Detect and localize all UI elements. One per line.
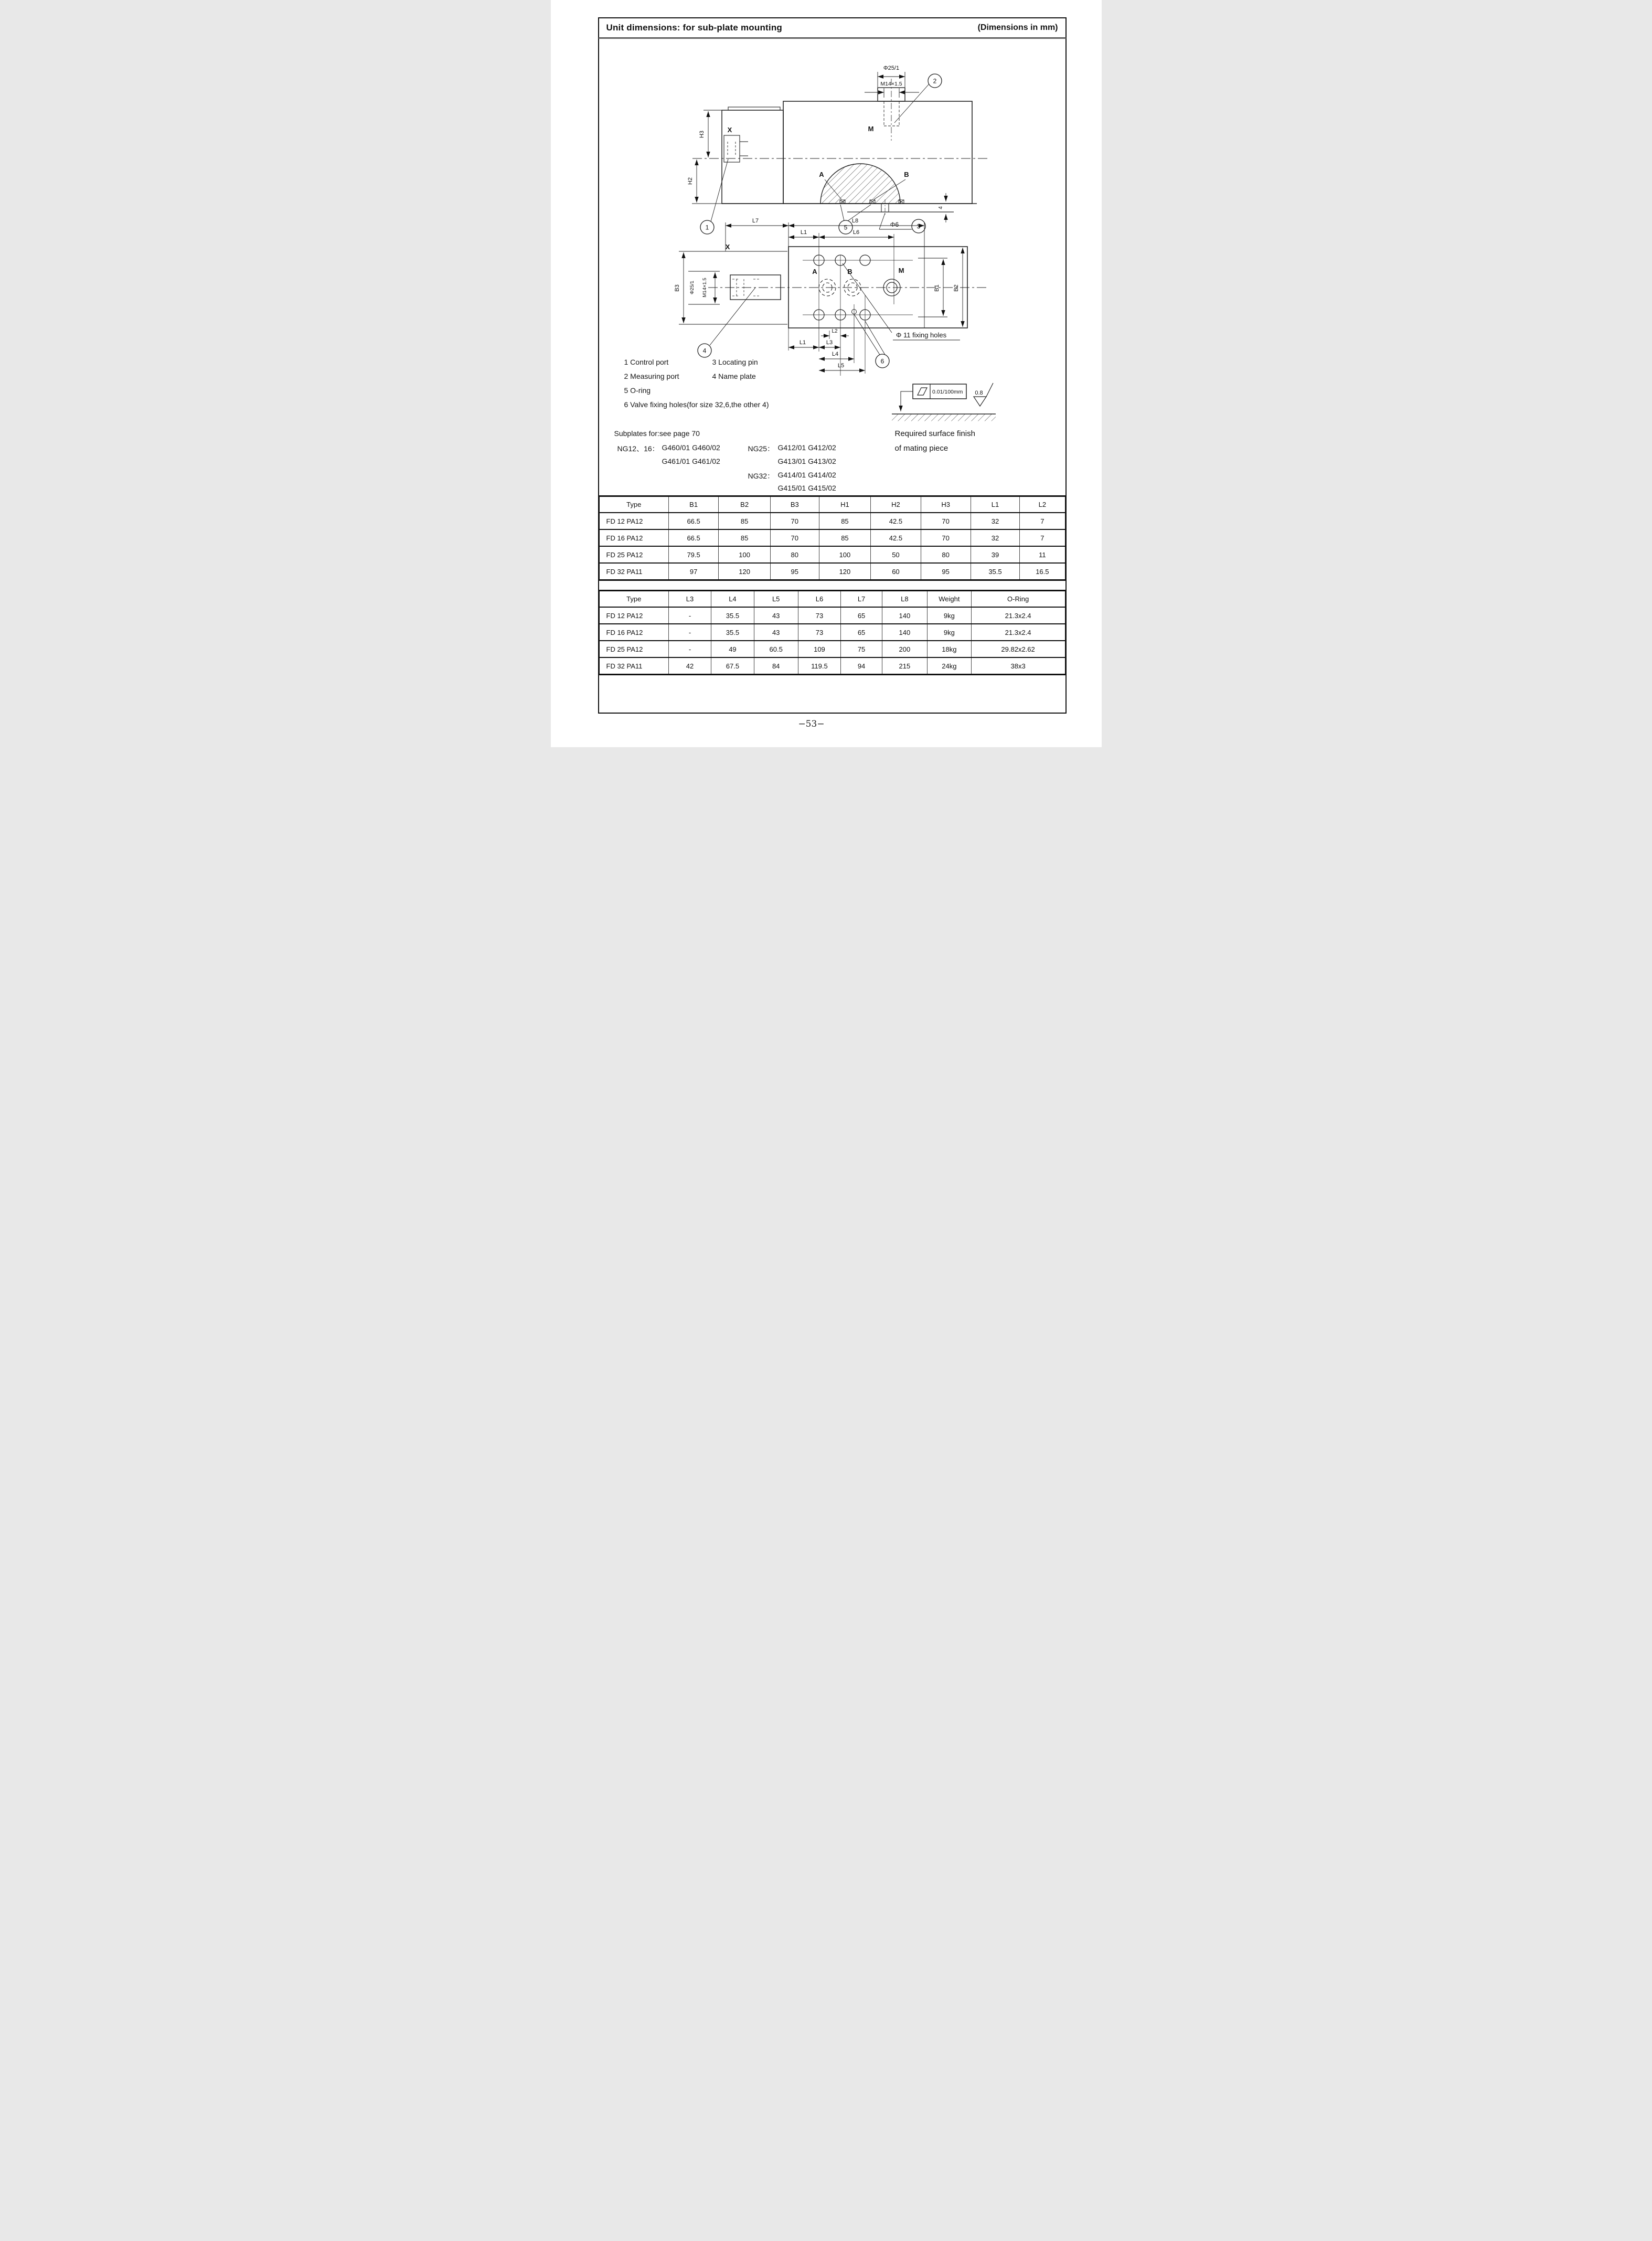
callout-2-leader [894,84,929,123]
table-cell: 140 [882,607,927,624]
dim-l3-label: L3 [826,339,833,346]
callout-3-number: 3 [916,222,920,230]
port-x-label-side: X [727,126,732,134]
side-view-drawing [687,65,987,234]
table-cell: - [669,641,711,657]
mounting-plate [788,247,967,328]
table-header-cell: Weight [928,591,972,608]
table-header-cell: L3 [669,591,711,608]
dim-phi6-label: Φ6 [890,221,899,228]
table-cell: 109 [798,641,841,657]
table-header-cell: L8 [882,591,927,608]
table-cell: 60 [871,563,921,580]
table-cell: 7 [1020,529,1065,546]
table-cell: 66.5 [669,529,719,546]
table-cell: 42.5 [871,513,921,529]
table-cell: 32 [971,513,1019,529]
subplates-ng12-label: NG12、16： [617,444,659,453]
table-cell: 42 [669,657,711,675]
table-row [599,513,1065,529]
table-cell: 67.5 [711,657,754,675]
table-cell: 100 [719,546,771,563]
table-header-row [599,591,1065,608]
subplates-ng25-line2: G413/01 G413/02 [777,457,836,465]
dim-phi25-plan-label: Φ25/1 [689,280,695,295]
table-cell: 16.5 [1020,563,1065,580]
port-m-label-side: M [868,125,873,133]
dim-l1-upper-label: L1 [800,229,807,236]
dim-b1-label: B1 [933,284,940,292]
fixing-note-leader [843,263,892,333]
table-header-cell: B1 [669,496,719,513]
dim-m14-plan-label: M14×1.5 [701,278,708,298]
dim-phi25-label: Φ25/1 [883,65,899,71]
port-a-label-side: A [818,171,824,178]
table-cell: 35.5 [971,563,1019,580]
subplates-ng32-line2: G415/01 G415/02 [777,484,836,492]
table-cell: 9kg [928,624,972,641]
legend-item: 5 O-ring [624,386,651,395]
table-cell: 35.5 [711,607,754,624]
sectioned-arch [820,164,900,204]
dim-l7-label: L7 [752,218,759,224]
table-header-cell: H1 [819,496,871,513]
dim-b3-label: B3 [674,284,680,292]
dim-m14-side [865,88,919,98]
table-cell: 21.3x2.4 [971,624,1065,641]
table-cell: 215 [882,657,927,675]
table-cell-type: FD 32 PA11 [599,657,669,675]
table-cell: 120 [819,563,871,580]
table-cell-type: FD 25 PA12 [599,546,669,563]
table-cell: 29.82x2.62 [971,641,1065,657]
table-cell: 38x3 [971,657,1065,675]
dim-l5-label: L5 [837,363,844,369]
table-row [599,657,1065,675]
x-port-boss [724,135,748,162]
table-cell: 85 [719,513,771,529]
surface-finish-symbol [892,383,996,421]
port-b-label-plan: B [847,268,852,275]
table-cell: 85 [719,529,771,546]
table-cell: 65 [841,607,882,624]
table-header-cell: Type [599,591,669,608]
table-cell: - [669,624,711,641]
table-cell: 43 [754,607,798,624]
table-cell: 84 [754,657,798,675]
table-cell: 70 [771,529,819,546]
table-header-cell: L5 [754,591,798,608]
roughness-value: 0.8 [974,390,983,396]
subplates-ng12-line1: G460/01 G460/02 [662,443,720,452]
table-cell-type: FD 12 PA12 [599,607,669,624]
table-row [599,546,1065,563]
table-header-cell: L2 [1020,496,1065,513]
dim-h2 [692,160,724,204]
dim-l4-label: L4 [832,351,838,357]
table-cell-type: FD 16 PA12 [599,529,669,546]
dimensions-unit-note: (Dimensions in mm) [977,23,1058,32]
table-header-cell: B2 [719,496,771,513]
table-header-cell: L6 [798,591,841,608]
table-header-row [599,496,1065,513]
subplates-ng25-label: NG25： [748,444,775,453]
table-cell: 85 [819,529,871,546]
valve-left-body [722,110,783,204]
table-cell: 79.5 [669,546,719,563]
table-cell-type: FD 16 PA12 [599,624,669,641]
callout-4-number: 4 [702,347,706,355]
table-cell: 140 [882,624,927,641]
port-m-label-plan: M [898,267,904,274]
dimension-table-2 [598,590,1067,675]
table-cell: 75 [841,641,882,657]
table-cell-type: FD 25 PA12 [599,641,669,657]
plan-view-drawing [674,218,987,376]
callout-4-leader [710,288,755,345]
table-row [599,607,1065,624]
callout-6-number: 6 [880,357,884,365]
table-cell: 70 [921,513,971,529]
table-cell: 95 [921,563,971,580]
subplates-ng25-line1: G412/01 G412/02 [777,443,836,452]
table-row [599,641,1065,657]
table-cell: 65 [841,624,882,641]
legend-item: 4 Name plate [712,372,756,380]
legend-item: 3 Locating pin [712,358,758,366]
table-header-cell: L7 [841,591,882,608]
callout-1-number: 1 [705,224,709,231]
top-tab [728,107,780,110]
dim-thickness-label: 4 [937,206,944,209]
port-x-label-plan: X [725,243,730,251]
dim-b2-label: B2 [953,284,960,292]
table-cell: 21.3x2.4 [971,607,1065,624]
dimension-table-2-wrap [598,590,1067,675]
table-header-cell: L4 [711,591,754,608]
dim-l6-label: L6 [852,229,859,236]
table-cell-type: FD 32 PA11 [599,563,669,580]
port-a-label-plan: A [812,268,817,275]
table-cell: 100 [819,546,871,563]
table-cell: 9kg [928,607,972,624]
table-cell: 66.5 [669,513,719,529]
datasheet-page [551,0,1102,747]
table-header-cell: Type [599,496,669,513]
subplates-intro: Subplates for:see page 70 [614,429,700,438]
port-b-label-side: B [903,171,909,178]
flatness-value: 0.01/100mm [932,389,963,395]
table-cell: 80 [771,546,819,563]
callout-1-leader [711,159,728,221]
table-header-cell: O-Ring [971,591,1065,608]
axis-lines [788,233,913,376]
table-row [599,529,1065,546]
table-cell: 7 [1020,513,1065,529]
table-cell: 200 [882,641,927,657]
table-cell: 43 [754,624,798,641]
table-cell: 85 [819,513,871,529]
dim-h3-label: H3 [698,130,705,139]
table-header-cell: B3 [771,496,819,513]
table-cell-type: FD 12 PA12 [599,513,669,529]
table-cell: 80 [921,546,971,563]
fixing-holes-note: Φ 11 fixing holes [896,331,946,339]
surface-note-line2: of mating piece [894,444,948,453]
table-cell: 18kg [928,641,972,657]
table-cell: 50 [871,546,921,563]
table-cell: - [669,607,711,624]
table-cell: 39 [971,546,1019,563]
dim-m14-label: M14×1.5 [880,81,902,87]
legend-item: 1 Control port [624,358,669,366]
legend-item: 2 Measuring port [624,372,679,380]
table-cell: 73 [798,607,841,624]
table-cell: 70 [771,513,819,529]
table-cell: 70 [921,529,971,546]
page-number: −53− [798,719,825,729]
table-cell: 97 [669,563,719,580]
surface-note-line1: Required surface finish [894,429,975,438]
table-cell: 60.5 [754,641,798,657]
table-row [599,563,1065,580]
dim-l2-label: L2 [831,328,838,334]
table-cell: 42.5 [871,529,921,546]
table-cell: 35.5 [711,624,754,641]
table-row [599,624,1065,641]
callout-2-number: 2 [933,77,936,85]
table-header-cell: H3 [921,496,971,513]
table-cell: 49 [711,641,754,657]
table-cell: 32 [971,529,1019,546]
subplates-ng12-line2: G461/01 G461/02 [662,457,720,465]
subplates-ng32-label: NG32： [748,472,775,480]
table-header-cell: L1 [971,496,1019,513]
dim-l1-lower-label: L1 [799,339,806,346]
table-cell: 11 [1020,546,1065,563]
table-header-cell: H2 [871,496,921,513]
dim-h3 [704,110,724,157]
table-cell: 120 [719,563,771,580]
dim-h2-label: H2 [687,177,694,185]
table-cell: 95 [771,563,819,580]
table-cell: 73 [798,624,841,641]
subplates-ng32-line1: G414/01 G414/02 [777,471,836,479]
dim-l8-label: L8 [851,218,858,224]
flatness-icon [918,388,927,395]
dimension-table-1 [598,495,1067,581]
table-cell: 24kg [928,657,972,675]
page-title: Unit dimensions: for sub-plate mounting [606,23,783,33]
table-cell: 119.5 [798,657,841,675]
dimension-table-1-wrap [598,495,1067,581]
table-cell: 94 [841,657,882,675]
legend-item: 6 Valve fixing holes(for size 32,6,the other 4) [624,400,769,409]
callout-5-number: 5 [844,224,847,231]
